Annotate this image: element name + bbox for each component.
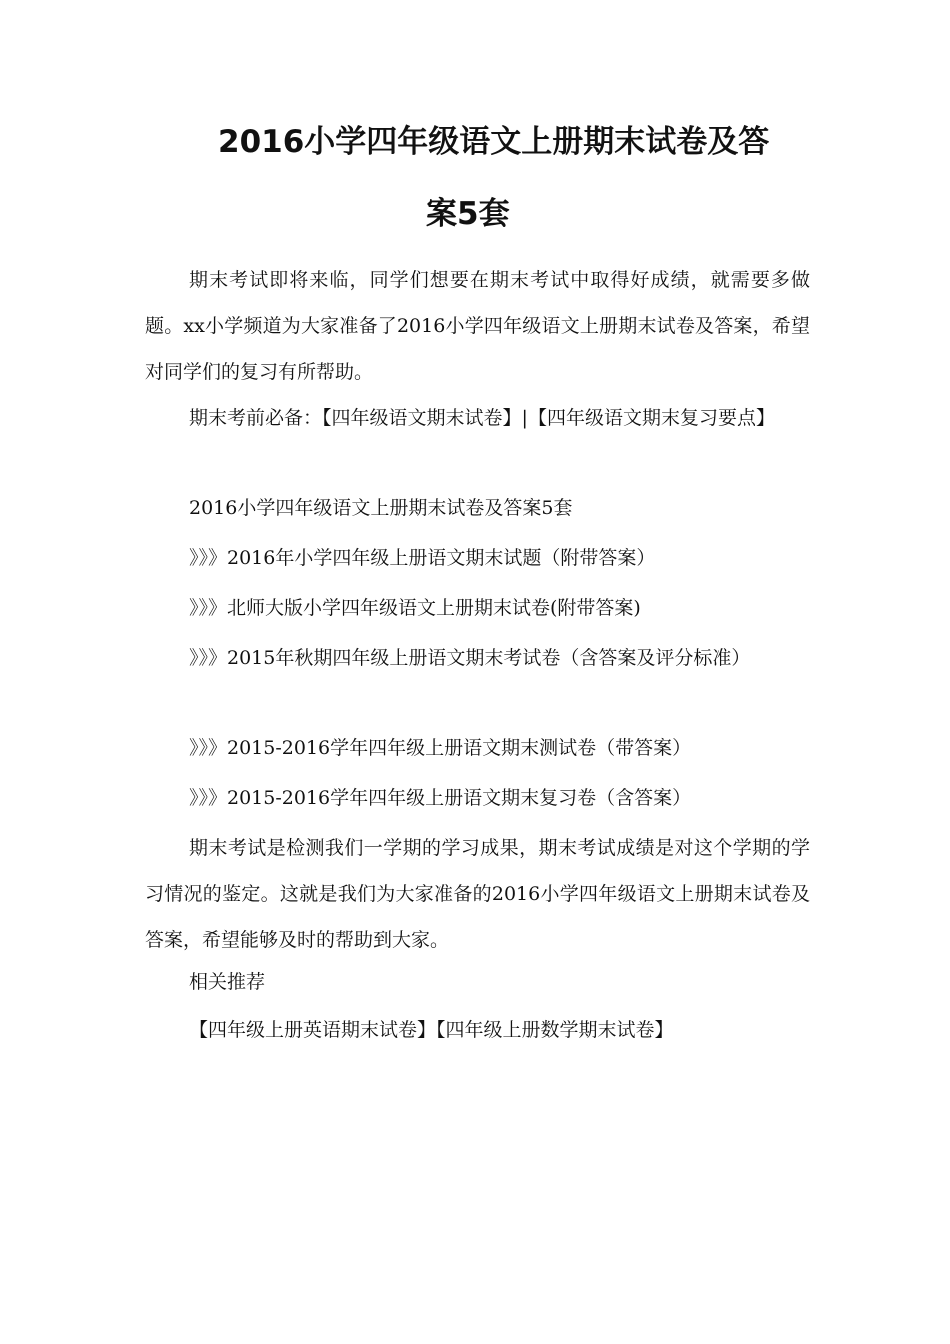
exam-link-item[interactable]: 》》》2015年秋期四年级上册语文期末考试卷（含答案及评分标准）: [189, 647, 751, 669]
link-separator: |: [521, 407, 528, 429]
page-title-line-2: 案5套: [426, 196, 510, 232]
series-title: 2016小学四年级语文上册期末试卷及答案5套: [189, 497, 573, 519]
chinese-review-points-link[interactable]: 【四年级语文期末复习要点】: [527, 407, 775, 429]
must-prepare-paragraph: [145, 395, 810, 441]
chinese-exam-link[interactable]: 【四年级语文期末试卷】: [322, 407, 522, 429]
page-title-line-1: 2016小学四年级语文上册期末试卷及答: [218, 124, 770, 160]
exam-link-item[interactable]: 》》》北师大版小学四年级语文上册期末试卷(附带答案): [189, 597, 641, 619]
math-exam-link[interactable]: 【四年级上册数学期末试卷】: [436, 1019, 674, 1041]
related-heading: 相关推荐: [189, 971, 266, 993]
intro-paragraph: 期末考试即将来临，同学们想要在期末考试中取得好成绩，就需要多做题。xx小学频道为大家准备了2016小学四年级语文上册期末试卷及答案，希望对同学们的复习有所帮助。: [145, 269, 810, 383]
exam-link-item[interactable]: 》》》2015-2016学年四年级上册语文期末复习卷（含答案）: [189, 787, 692, 809]
closing-paragraph: 期末考试是检测我们一学期的学习成果，期末考试成绩是对这个学期的学习情况的鉴定。这就是我们为大家准备的2016小学四年级语文上册期末试卷及答案，希望能够及时的帮助到大家。: [145, 837, 810, 951]
exam-link-item[interactable]: 》》》2016年小学四年级上册语文期末试题（附带答案）: [189, 547, 656, 569]
english-exam-link[interactable]: 【四年级上册英语期末试卷】: [189, 1019, 437, 1041]
must-prepare-prefix: 期末考前必备：: [189, 407, 323, 429]
exam-link-item[interactable]: 》》》2015-2016学年四年级上册语文期末测试卷（带答案）: [189, 737, 692, 759]
related-links: [189, 1015, 674, 1045]
